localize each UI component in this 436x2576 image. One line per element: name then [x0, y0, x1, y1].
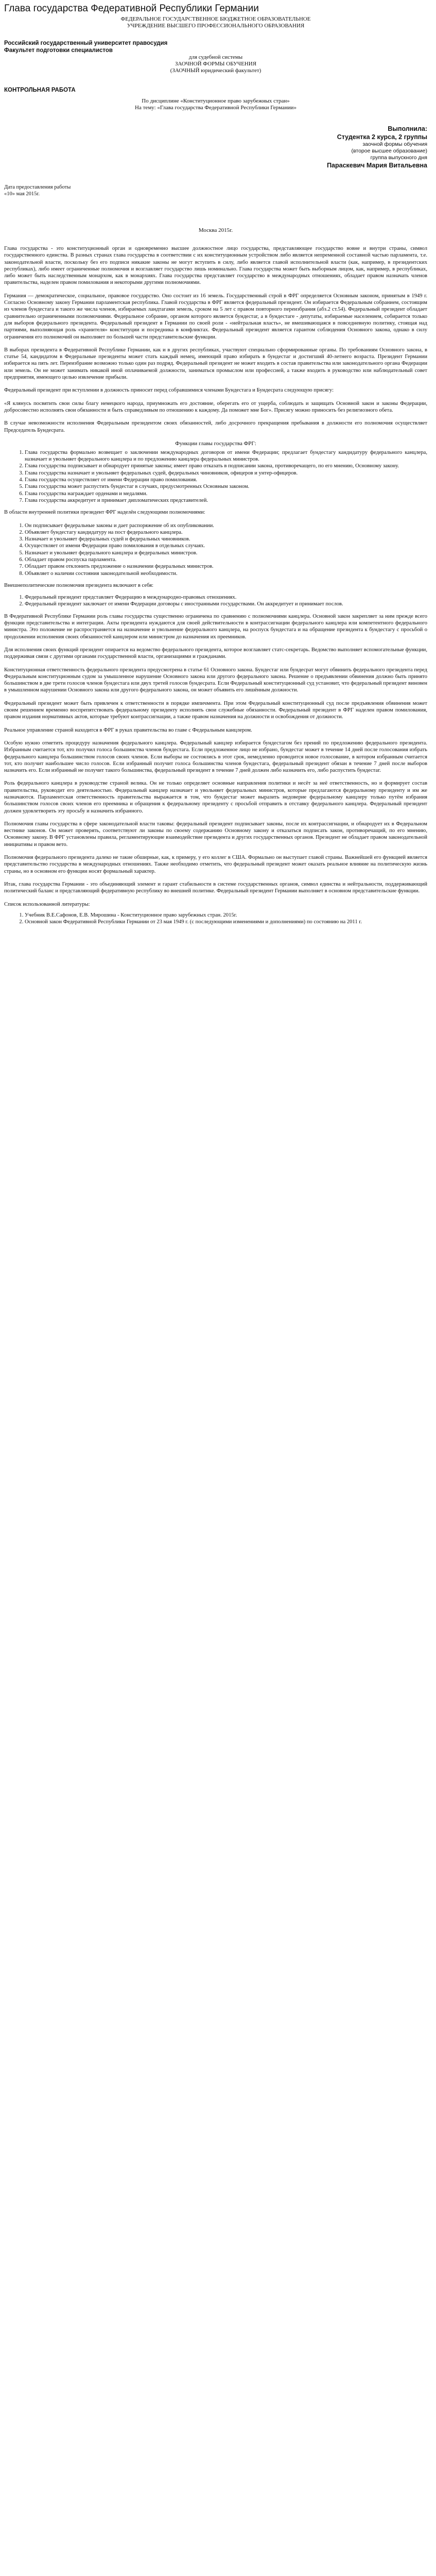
policy-intro: В области внутренней политики президент ФРГ наделён следующими полномочиями:	[4, 510, 205, 516]
list-item: 3. Глава государства назначает и увольняет федеральных судей, федеральных чиновников, офицеров и унтер-офицеров.	[25, 470, 427, 477]
author-block	[4, 125, 427, 170]
body-paragraph: Итак, глава государства Германии - это объединяющий элемент и гарант стабильности в системе государственных органов, символ единства и нейтральности, поддерживающий политический баланс и представляющий федеративную республику во внешней политике. Федеральный президент Германии выполняет в основном представительские функции.	[4, 881, 427, 894]
theme-line: На тему: «Глава государства Федеративной Республики Германии»	[135, 105, 297, 111]
body-paragraph: Германия — демократическое, социальное, правовое государство. Оно состоит из 16 земель. Государственный строй в ФРГ определяется Основным законом, принятым в 1949 г. Согласно Основному закону Германии парламентская республика. Главой государства в ФРГ является федеральный президент. Он избирается Федеральным собранием, состоящим из членов бундестага и такого же числа членов, избираемых ландтагами земель, сроком на 5 лет с правом повторного переизбрания (абз.2 ст.54). Федеральный президент обладает сравнительно ограниченными полномочиями. Федеральное собрание, органом которого является бундестаг, а в бундестаге - депутаты, избираемые населением, собирается только для выборов федерального президента. Федеральный президент в Германии по своей роли - «нейтральная власть», не вмешивающаяся в повседневную политику, стоящая над партиями, выполняющая роль «хранителя» конституции и посредника в конфликтах. Федеральный президент является гарантом соблюдения Основного закона, однако в силу ограничения его полномочий он выполняет по большей части представительские функции.	[4, 293, 427, 340]
subject-block	[4, 98, 427, 111]
list-item: 3. Назначает и увольняет федеральных судей и федеральных чиновников.	[25, 536, 427, 543]
group-line: группа выпускного дня	[370, 155, 427, 161]
faculty-name: Факультет подготовки специалистов	[4, 47, 113, 54]
functions-list	[4, 449, 427, 504]
date-value: «10» мая 2015г.	[4, 191, 40, 197]
literature-title: Список использованной литературы:	[4, 901, 90, 907]
ministry-line: ФЕДЕРАЛЬНОЕ ГОСУДАРСТВЕННОЕ БЮДЖЕТНОЕ ОБРАЗОВАТЕЛЬНОЕ	[120, 16, 311, 22]
body-paragraph: Глава государства - это конституционный орган и одновременно высшее должностное лицо государства, представляющее государство вовне и внутри страны, символ государственного единства. В разных странах глава государства в соответствии с их конституционным устройством либо является непременной составной частью парламента, т.е. законодательной власти, поскольку без его подписи никакие законы не могут вступить в силу, либо является главой исполнительной власти (как, например, в президентских республиках), либо имеет ограниченные полномочия и возглавляет государство лишь номинально. Глава государства может быть выборным лицом, как, например, в республиках, либо может быть наследственным монархом, как в монархиях. Глава государства представляет государство в международных отношениях, обладает правом назначать членов правительства, наделен правом помилования и некоторыми другими полномочиями.	[4, 246, 427, 286]
body-paragraph: Федеральный президент может быть привлечен к ответственности в порядке импичмента. При этом Федеральный конституционный суд после предъявления обвинения может своим решением временно воспрепятствовать федеральному президенту исполнять свои служебные обязанности. Федеральный президент в ФРГ наделен правом помилования, правом издания нормативных актов, которые требуют контрассигнации, а также правом назначения на должности и освобождения от должности.	[4, 700, 427, 720]
document-page	[4, 3, 427, 930]
list-item: 6. Глава государства награждает орденами и медалями.	[25, 490, 427, 497]
list-item: 7. Глава государства аккредитует и принимает дипломатических представителей.	[25, 497, 427, 504]
body-paragraph: Роль федерального канцлера в руководстве страной велика. Он не только определяет основные направления политики и несёт за неё ответственность, но и формирует состав правительства, руководит его деятельностью. Федеральный канцлер назначает и увольняет федеральных министров, которые предлагаются федеральному президенту и им же назначаются. Парламентская ответственность правительства выражается в том, что бундестаг может выразить недоверие федеральному канцлеру только путём избрания большинством голосов своих членов его преемника и обращения к федеральному президенту с просьбой отправить в отставку федерального канцлера. Федеральный президент должен удовлетворить эту просьбу и назначить избранного.	[4, 781, 427, 814]
city-year: Москва 2015г.	[198, 227, 233, 233]
body-paragraph: В выборах президента в Федеративной Республике Германии, как и в других республиках, участвуют специально сформированные органы. По требованиям Основного закона, в статье 54, кандидатом в Федеральные президенты может стать каждый немец, имеющий право избирать в бундестаг и достигший 40-летнего возраста. Президент Германии избирается на пять лет. Переизбрание возможно только один раз подряд. Федеральный президент не может входить в состав правительства или законодательного органа Федерации или земель. Он не может занимать никакой иной оплачиваемой должности, заниматься промыслом или профессией, а также входить в руководство или наблюдательный совет предприятия, имеющего целью извлечение прибыли.	[4, 347, 427, 381]
body-paragraph: В Федеративной Республике Германии роль главы государства существенно ограничена по сравнению с полномочиями канцлера. Основной закон закрепляет за ним прежде всего функции представительства и интеграции. Акты президента нуждаются для своей действительности в контрассигнации федерального канцлера или компетентного федерального министра. Это положение не распространяется на назначение и увольнение федерального канцлера, на роспуск бундестага и на обращение президента к бундестагу с просьбой о продолжении исполнения своих обязанностей канцлером или министром до назначения их преемников.	[4, 613, 427, 640]
list-item: 1. Глава государства формально возвещает о заключении международных договоров от имени Федерации; предлагает бундестагу кандидатуру федерального канцлера, назначает и увольняет федерального канцлера и по предложению канцлера федеральных министров.	[25, 449, 427, 463]
list-item: 4. Глава государства осуществляет от имени Федерации право помилования.	[25, 477, 427, 483]
education-line: (второе высшее образование)	[351, 148, 427, 154]
body-paragraph: В случае невозможности исполнения Федеральным президентом своих обязанностей, либо досрочного прекращения пребывания в должности его полномочия осуществляет Председатель Бундесрата.	[4, 420, 427, 433]
body-paragraph: Федеральный президент при вступлении в должность приносит перед собравшимися членами Бундестага и Бундесрата следующую присягу:	[4, 387, 334, 394]
body-paragraph: Конституционная ответственность федерального президента предусмотрена в статье 61 Основного закона. Бундестаг или бундесрат могут обвинить федерального президента перед Федеральным конституционным судом за умышленное нарушение Основного закона или другого федерального закона. Решение о предъявлении обвинения должно быть принято большинством в две трети голосов членов бундестага или двух третей голосов бундесрата. Если Федеральный конституционный суд установит, что федеральный президент виновен в умышленном нарушении Основного закона или другого федерального закона, он может объявить его лишённым должности.	[4, 667, 427, 693]
student-line: Студентка 2 курса, 2 группы	[337, 133, 427, 141]
body-paragraph: Полномочия федерального президента далеко не такие обширные, как, к примеру, у его коллег в США. Формально он выступает главой страны. Важнейшей его функцией является представительство государства в международных отношениях. Также необходимо отметить, что федеральный президент может оказать реальное влияние на политическую жизнь страны, но в основном его функции носят формальный характер.	[4, 855, 427, 874]
list-item: 8. Объявляет о наличии состояния законодательной необходимости.	[25, 570, 427, 577]
document-title: Глава государства Федеративной Республики Германии	[4, 3, 259, 14]
institution-header	[4, 16, 427, 29]
list-item: 2. Глава государства подписывает и обнародует принятые законы; имеет право отказать в подписании закона, противоречащего, по его мнению, Основному закону.	[25, 463, 427, 469]
for-line: для судебной системы	[188, 54, 243, 60]
foreign-list	[4, 594, 427, 608]
university-block	[4, 40, 427, 54]
form-line: ЗАОЧНОЙ ФОРМЫ ОБУЧЕНИЯ	[175, 61, 257, 67]
submission-block	[4, 184, 427, 197]
author-name: Параскевич Мария Витальевна	[327, 162, 427, 169]
body-paragraph: Особую нужно отметить процедуру назначения федерального канцлера. Федеральный канцлер избирается бундестагом без прений по предложению федерального президента. Избранным считается тот, кто получил голоса большинства членов бундестага. Если предложенное лицо не избрано, бундестаг может в течение 14 дней после голосования избрать федерального канцлера большинством голосов своих членов. Если выборы не состоялись в этот срок, немедленно проводится новое голосование, в котором избранным считается тот, кто получит наибольшее число голосов. Если избранный получит голоса большинства членов бундестага, федеральный президент обязан в течение 7 дней после выборов назначить его. Если избранный не получит такого большинства, федеральный президент в течение 7 дней должен либо назначить его, либо распустить бундестаг.	[4, 740, 427, 774]
list-item: 5. Глава государства может распустить бундестаг в случаях, предусмотренных Основным законом.	[25, 483, 427, 490]
body-paragraph: Полномочия главы государства в сфере законодательной власти таковы: федеральный президент подписывает законы, после их контрассигнации, и обнародует их в Федеральном вестнике законов. Он может проверять, соответствуют ли законы по своему содержанию Основному закону и отказаться подписать закон, противоречащий, по его мнению, Основному закону. В ФРГ установлены правила, регламентирующие взаимодействие президента и других государственных органов. Президент не обладает правом законодательной инициативы и правом вето.	[4, 821, 427, 848]
list-item: 4. Осуществляет от имени Федерации право помилования в отдельных случаях.	[25, 543, 427, 549]
list-item: 1. Он подписывает федеральные законы и дает распоряжение об их опубликовании.	[25, 522, 427, 529]
list-item: 6. Обладает правом роспуска парламента.	[25, 556, 427, 563]
date-label: Дата предоставления работы	[4, 184, 71, 190]
foreign-intro: Внешнеполитические полномочия президента включают в себя:	[4, 582, 154, 588]
faculty-form-line: заочной формы обучения	[362, 141, 427, 147]
functions-title: Функции главы государства ФРГ:	[175, 440, 256, 447]
list-item: 1. Федеральный президент представляет Федерацию в международно-правовых отношениях.	[25, 594, 427, 601]
literature-item: 1. Учебник В.Е.Сафонов, Е.В. Мирошина - Конституционное право зарубежных стран. 2015г.	[25, 912, 427, 919]
institution-line: УЧРЕЖДЕНИЕ ВЫСШЕГО ПРОФЕССИОНАЛЬНОГО ОБРАЗОВАНИЯ	[127, 23, 305, 29]
subject-line: По дисциплине «Конституционное право зарубежных стран»	[142, 98, 290, 104]
list-item: 5. Назначает и увольняет федерального канцлера и федеральных министров.	[25, 550, 427, 556]
body-paragraph: Реальное управление страной находится в ФРГ в руках правительства во главе с Федеральным канцлером.	[4, 727, 252, 733]
done-label: Выполнила:	[388, 125, 427, 132]
list-item: 7. Обладает правом отклонить предложение о назначении федеральных министров.	[25, 563, 427, 570]
literature-list	[4, 912, 427, 926]
body-paragraph: Для исполнения своих функций президент опирается на ведомство федерального президента, которое возглавляет статс-секретарь. Ведомство выполняет вспомогательные функции, поддерживая связи с другими органами государственной власти, организациями и гражданами.	[4, 647, 427, 660]
policy-list	[4, 522, 427, 577]
work-type: КОНТРОЛЬНАЯ РАБОТА	[4, 87, 76, 93]
list-item: 2. Объявляет бундестагу кандидатуру на пост федерального канцлера.	[25, 529, 427, 536]
study-form-block	[4, 54, 427, 74]
oath-paragraph: «Я клянусь посвятить свои силы благу немецкого народа, приумножать его достояние, оберегать его от ущерба, соблюдать и защищать Основной закон и законы Федерации, добросовестно исполнять свои обязанности и быть справедливым по отношению к каждому. Да поможет мне Бог». Присягу можно приносить без религиозного обета.	[4, 400, 427, 413]
list-item: 2. Федеральный президент заключает от имени Федерации договоры с иностранными государствами. Он аккредитует и принимает послов.	[25, 601, 427, 607]
form-paren-line: (ЗАОЧНЫЙ юридический факультет)	[170, 67, 261, 74]
literature-item: 2. Основной закон Федеративной Республики Германии от 23 мая 1949 г. (с последующими изменениями и дополнениями) по состоянию на 2011 г.	[25, 919, 427, 925]
university-name: Российский государственный университет правосудия	[4, 40, 168, 46]
